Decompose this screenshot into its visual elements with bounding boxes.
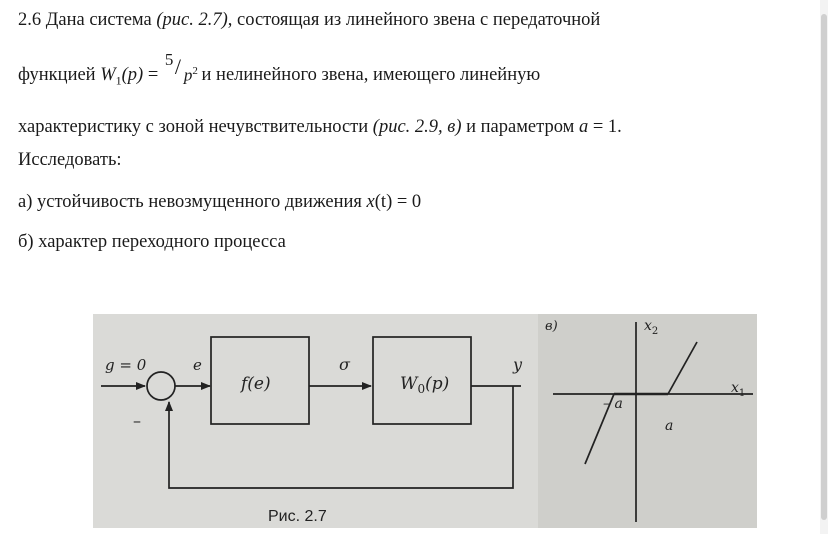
sigma-label: σ bbox=[339, 355, 350, 374]
problem-line-6: б) характер переходного процесса bbox=[18, 232, 286, 252]
characteristic-right bbox=[668, 342, 697, 394]
text: и параметром bbox=[461, 117, 579, 137]
subscript: 1 bbox=[115, 73, 122, 88]
problem-line-5 bbox=[18, 193, 421, 212]
param-symbol: a bbox=[578, 117, 589, 137]
fraction-denominator: $p^2$ bbox=[183, 65, 198, 85]
nonlinear-block-label: f(e) bbox=[241, 374, 271, 394]
text: и нелинейного звена, имеющего линейную bbox=[196, 65, 541, 85]
transfer-function-symbol: W bbox=[100, 65, 116, 85]
math-expr: (t) = 0 bbox=[374, 192, 422, 212]
problem-line-1 bbox=[18, 11, 600, 30]
fraction-numerator: 5 bbox=[164, 50, 174, 69]
output-label: y bbox=[513, 355, 523, 374]
x1-axis-label: $x_1$ bbox=[731, 380, 746, 399]
summing-junction bbox=[147, 372, 175, 400]
figure-ref: (рис. 2.9, в) bbox=[372, 117, 462, 137]
figure-ref: (рис. 2.7) bbox=[156, 10, 228, 30]
problem-line-4: Исследовать: bbox=[18, 150, 122, 170]
error-label: e bbox=[193, 356, 202, 374]
neg-a-label: – a bbox=[603, 396, 623, 412]
text: 2.6 Дана система bbox=[18, 10, 157, 30]
figure-scan bbox=[93, 314, 757, 528]
scrollbar[interactable] bbox=[820, 0, 828, 534]
linear-block-label: $W_0(p)$ bbox=[400, 374, 450, 396]
input-label: g = 0 bbox=[105, 356, 147, 374]
function-arg: (p) = bbox=[121, 65, 163, 85]
fraction-slash: / bbox=[174, 54, 182, 79]
pos-a-label: a bbox=[665, 418, 674, 434]
figure-caption: Рис. 2.7 bbox=[268, 508, 327, 525]
minus-label: – bbox=[133, 411, 141, 430]
fraction bbox=[163, 50, 198, 85]
math-var: x bbox=[366, 192, 375, 212]
problem-line-2 bbox=[18, 50, 541, 88]
scrollbar-thumb[interactable] bbox=[821, 14, 827, 520]
panel-label: в) bbox=[545, 319, 558, 334]
text: = 1. bbox=[588, 117, 622, 137]
figure-drawing bbox=[93, 314, 757, 528]
text: функцией bbox=[18, 65, 101, 85]
text: а) устойчивость невозмущенного движения bbox=[18, 192, 367, 212]
problem-line-3 bbox=[18, 118, 622, 137]
feedback-path bbox=[169, 386, 513, 488]
text: , состоящая из линейного звена с передаточной bbox=[227, 10, 601, 30]
x2-axis-label: $x_2$ bbox=[644, 318, 659, 337]
text: характеристику с зоной нечувствительности bbox=[18, 117, 373, 137]
linear-block bbox=[373, 337, 471, 424]
